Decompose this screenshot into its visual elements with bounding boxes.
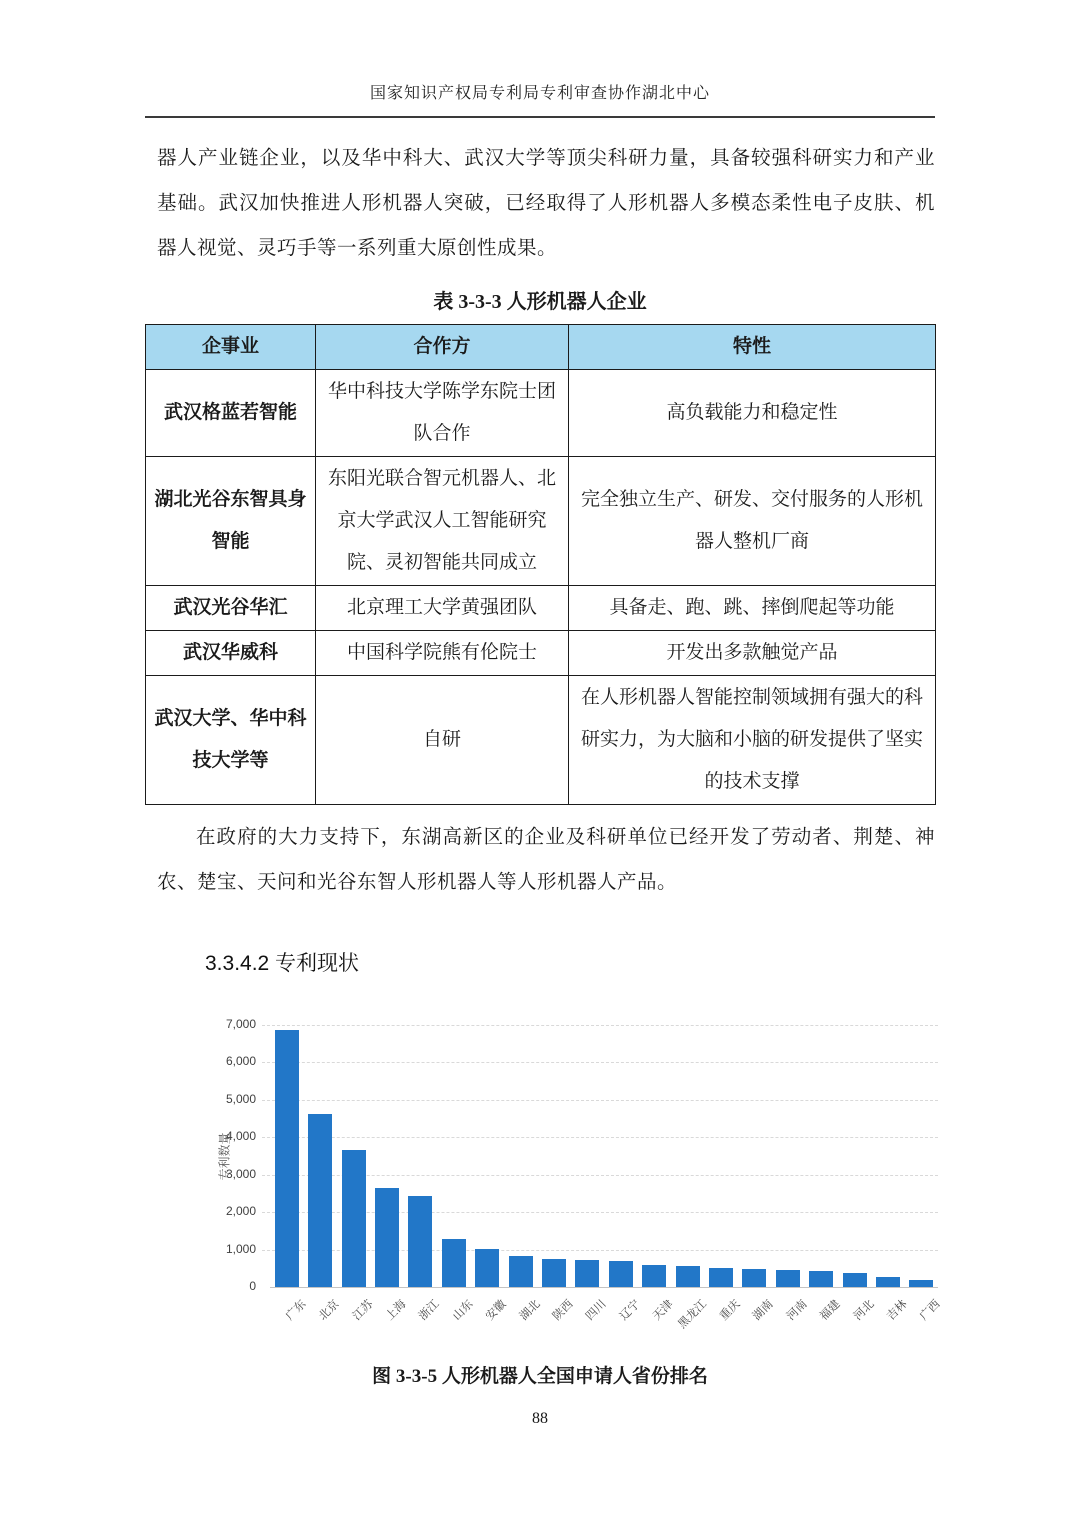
paragraph-products: 在政府的大力支持下，东湖高新区的企业及科研单位已经开发了劳动者、荆楚、神农、楚宝、天问和光谷东智人形机器人等人形机器人产品。 xyxy=(157,827,935,893)
y-axis-tick-label: 5,000 xyxy=(225,1091,256,1106)
bar-上海 xyxy=(375,1188,399,1287)
bar-浙江 xyxy=(408,1196,432,1287)
paragraph-intro: 器人产业链企业，以及华中科大、武汉大学等顶尖科研力量，具备较强科研实力和产业基础。武汉加快推进人形机器人突破，已经取得了人形机器人多模态柔性电子皮肤、机器人视觉、灵巧手等一系列重大原创性成果。 xyxy=(157,148,935,259)
table-row xyxy=(146,457,936,586)
section-heading: 3.3.4.2 专利现状 xyxy=(205,952,360,975)
x-axis-label: 湖南 xyxy=(751,1298,776,1323)
table-cell: 完全独立生产、研发、交付服务的人形机器人整机厂商 xyxy=(569,457,936,586)
y-axis-tick-label: 0 xyxy=(249,1279,256,1293)
gridline xyxy=(262,1137,938,1138)
y-axis-tick-label: 2,000 xyxy=(225,1204,256,1219)
x-axis-label: 四川 xyxy=(584,1298,609,1323)
x-axis-label: 浙江 xyxy=(417,1298,442,1323)
gridline xyxy=(262,1062,938,1063)
bar-山东 xyxy=(442,1239,466,1287)
bar-吉林 xyxy=(876,1277,900,1287)
bar-湖南 xyxy=(742,1269,766,1287)
y-axis-tick-label: 4,000 xyxy=(225,1129,256,1144)
table-cell: 开发出多款触觉产品 xyxy=(569,631,936,676)
gridline xyxy=(262,1100,938,1101)
x-axis-label: 江苏 xyxy=(350,1298,376,1323)
bar-四川 xyxy=(575,1260,599,1287)
table-cell: 武汉格蓝若智能 xyxy=(146,370,316,457)
bar-广西 xyxy=(909,1280,933,1287)
bar-湖北 xyxy=(509,1256,533,1287)
x-axis-label: 吉林 xyxy=(884,1298,910,1323)
table-header-feature: 特性 xyxy=(569,325,936,370)
y-axis-tick-label: 7,000 xyxy=(225,1017,256,1031)
x-axis-label: 河南 xyxy=(784,1298,810,1323)
table-cell: 湖北光谷东智具身智能 xyxy=(146,457,316,586)
x-axis-label: 安徽 xyxy=(483,1298,509,1323)
table-cell: 东阳光联合智元机器人、北京大学武汉人工智能研究院、灵初智能共同成立 xyxy=(316,457,569,586)
bar-福建 xyxy=(809,1271,833,1287)
x-axis-label: 上海 xyxy=(383,1298,409,1323)
bar-河北 xyxy=(843,1273,867,1287)
table-title: 表 3-3-3 人形机器人企业 xyxy=(433,291,647,313)
x-axis-label: 河北 xyxy=(851,1298,877,1323)
table-cell: 武汉华威科 xyxy=(146,631,316,676)
table-cell: 武汉光谷华汇 xyxy=(146,586,316,631)
gridline xyxy=(262,1025,938,1026)
table-row xyxy=(146,586,936,631)
table-cell: 高负载能力和稳定性 xyxy=(569,370,936,457)
y-axis-tick-label: 3,000 xyxy=(225,1166,256,1181)
table-cell: 自研 xyxy=(316,676,569,805)
bar-河南 xyxy=(776,1270,800,1287)
x-axis-line xyxy=(270,1287,938,1288)
x-axis-label: 山东 xyxy=(450,1298,476,1323)
x-axis-label: 黑龙江 xyxy=(676,1298,710,1332)
table-cell: 武汉大学、华中科技大学等 xyxy=(146,676,316,805)
x-axis-label: 福建 xyxy=(817,1298,843,1323)
y-axis-tick-label: 6,000 xyxy=(225,1054,256,1069)
page-number: 88 xyxy=(532,1410,548,1427)
x-axis-label: 广西 xyxy=(918,1298,943,1323)
x-axis-label: 湖北 xyxy=(517,1298,543,1323)
bar-重庆 xyxy=(709,1268,733,1287)
bar-天津 xyxy=(642,1265,666,1287)
header-rule xyxy=(145,116,935,118)
table-cell: 具备走、跑、跳、摔倒爬起等功能 xyxy=(569,586,936,631)
x-axis-label: 重庆 xyxy=(717,1298,743,1323)
bar-陕西 xyxy=(542,1259,566,1287)
x-axis-label: 广东 xyxy=(283,1298,309,1323)
table-cell: 北京理工大学黄强团队 xyxy=(316,586,569,631)
table-cell: 华中科技大学陈学东院士团队合作 xyxy=(316,370,569,457)
table-row xyxy=(146,370,936,457)
bar-广东 xyxy=(275,1030,299,1287)
x-axis-label: 天津 xyxy=(650,1298,676,1323)
figure-caption: 图 3-3-5 人形机器人全国申请人省份排名 xyxy=(372,1366,708,1387)
table-cell: 中国科学院熊有伦院士 xyxy=(316,631,569,676)
bar-江苏 xyxy=(342,1150,366,1287)
bar-chart xyxy=(200,1011,943,1347)
y-axis-tick-label: 1,000 xyxy=(225,1241,256,1256)
x-axis-label: 辽宁 xyxy=(617,1298,643,1323)
table-row xyxy=(146,631,936,676)
company-table xyxy=(145,324,936,805)
bar-安徽 xyxy=(475,1249,499,1287)
x-axis-label: 北京 xyxy=(316,1298,342,1323)
bar-辽宁 xyxy=(609,1261,633,1287)
x-axis-label: 陕西 xyxy=(550,1298,576,1323)
table-cell: 在人形机器人智能控制领域拥有强大的科研实力，为大脑和小脑的研发提供了坚实的技术支撑 xyxy=(569,676,936,805)
company-table-body xyxy=(146,370,936,805)
bar-黑龙江 xyxy=(676,1266,700,1287)
table-header-company: 企事业 xyxy=(146,325,316,370)
table-header-partner: 合作方 xyxy=(316,325,569,370)
table-header-row xyxy=(146,325,936,370)
table-row xyxy=(146,676,936,805)
y-axis-title: 专利数量 xyxy=(217,1132,232,1181)
bar-北京 xyxy=(308,1114,332,1287)
document-header-title: 国家知识产权局专利局专利审查协作湖北中心 xyxy=(369,85,710,102)
